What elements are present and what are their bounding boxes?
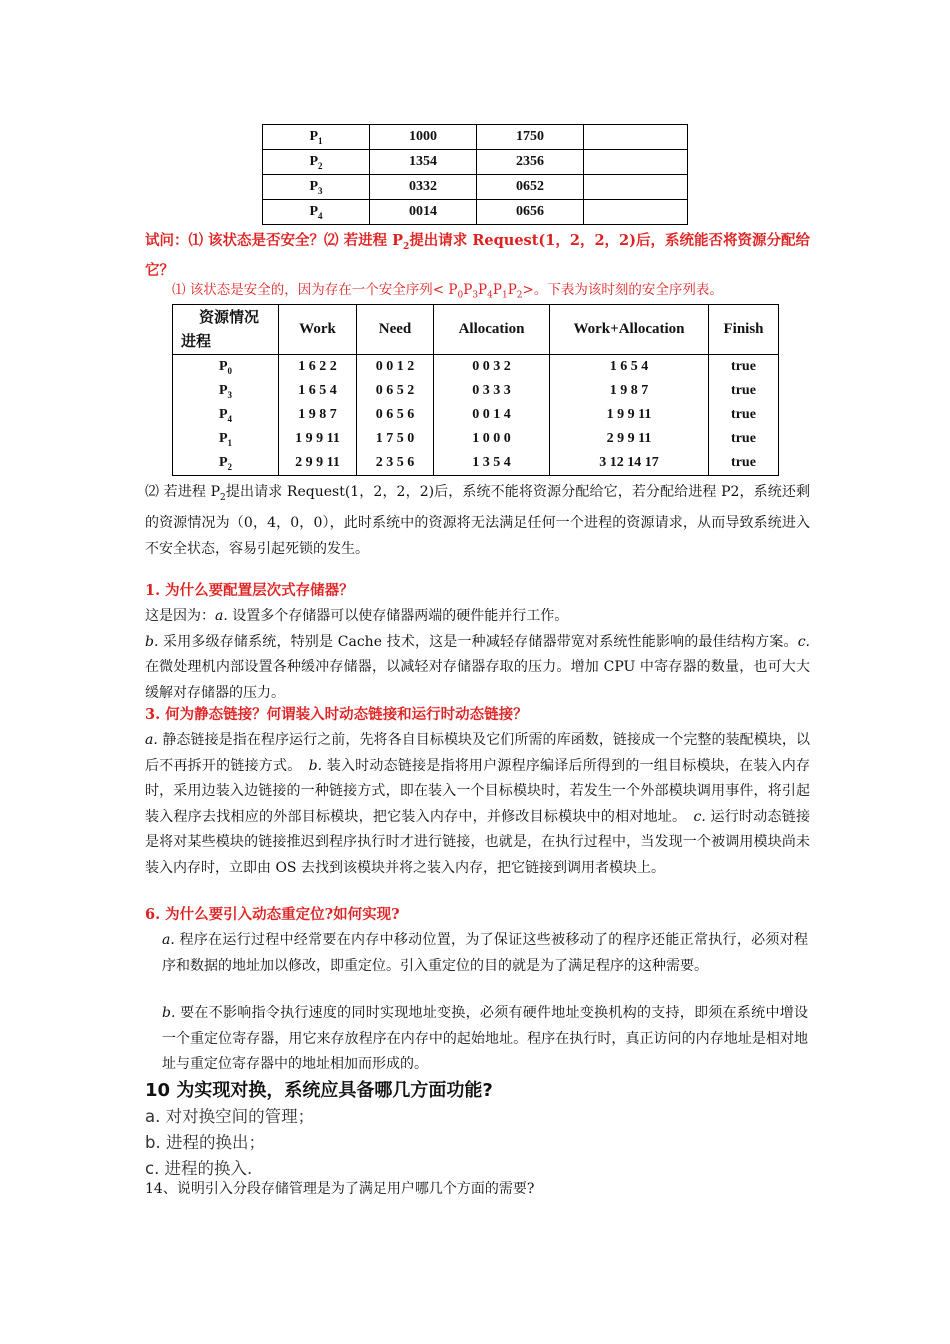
- empty-cell: [584, 125, 688, 150]
- work-allocation-cell: 2 9 9 11: [550, 427, 709, 451]
- max-cell: 0652: [477, 175, 584, 200]
- work-allocation-cell: 1 6 5 4: [550, 355, 709, 380]
- table-row: [173, 451, 779, 476]
- table-row: [263, 175, 688, 200]
- q14-text: 14、说明引入分段存储管理是为了满足用户哪几个方面的需要?: [145, 1181, 535, 1197]
- q10-item-c: c. 进程的换入.: [145, 1159, 253, 1178]
- table-row: [263, 150, 688, 175]
- corner-cell: [173, 305, 279, 355]
- answer-2: ⑵ 若进程 $P_2$提出请求 Request(1，2，2，2)后，系统不能将资源分配给它，若分配给进程 P2，系统还剩的资源情况为（0，4，0，0），此时系统中的资源将无法满足任何一个进程的资源请求，从而导致系统进入不安全状态，容易引起死锁的发生。: [145, 484, 810, 557]
- work-cell: 1 6 2 2: [279, 355, 357, 380]
- process-cell: $P_2$: [263, 150, 370, 175]
- table-row: [263, 200, 688, 225]
- corner-bottom: 进程: [181, 333, 212, 350]
- allocation-cell: 0014: [370, 200, 477, 225]
- max-cell: 1750: [477, 125, 584, 150]
- question-text: 试问：⑴ 该状态是否安全？⑵ 若进程 $P_2$提出请求 Request(1，2，2，2)后，系统能否将资源分配给它？: [145, 232, 810, 279]
- process-cell: $P_2$: [173, 451, 279, 476]
- table-header-row: [173, 305, 779, 355]
- finish-cell: true: [709, 451, 779, 476]
- finish-cell: true: [709, 379, 779, 403]
- allocation-cell: 0 3 3 3: [434, 379, 550, 403]
- q10-item-a: a. 对对换空间的管理；: [145, 1107, 315, 1126]
- answer-1: ⑴ 该状态是安全的，因为存在一个安全序列< $P_0P_3P_4P_1P_2>$。下表为该时刻的安全序列表。: [172, 282, 723, 301]
- allocation-cell: 0 0 3 2: [434, 355, 550, 380]
- max-cell: 0656: [477, 200, 584, 225]
- table-row: [173, 379, 779, 403]
- q1-body: 这是因为：a. 设置多个存储器可以使存储器两端的硬件能并行工作。 b. 采用多级存储系统，特别是 Cache 技术，这是一种减轻存储器带宽对系统性能影响的最佳结构方案。c. 在微处理机内部设置各种缓冲存储器，以减轻对存储器存取的压力。增加 CPU 中寄存器的数量，也可大大缓解对存储器的压力。: [145, 608, 810, 701]
- work-allocation-cell: 1 9 9 11: [550, 403, 709, 427]
- work-cell: 1 6 5 4: [279, 379, 357, 403]
- empty-cell: [584, 175, 688, 200]
- process-cell: $P_4$: [173, 403, 279, 427]
- process-cell: $P_3$: [263, 175, 370, 200]
- table-row: [263, 125, 688, 150]
- process-cell: $P_1$: [173, 427, 279, 451]
- need-cell: 1 7 5 0: [357, 427, 434, 451]
- need-cell: 0 6 5 6: [357, 403, 434, 427]
- q10-title: 10 为实现对换，系统应具备哪几方面功能?: [145, 1080, 493, 1101]
- header-finish: Finish: [709, 305, 779, 355]
- work-cell: 2 9 9 11: [279, 451, 357, 476]
- corner-top: 资源情况: [199, 309, 260, 326]
- process-cell: $P_0$: [173, 355, 279, 380]
- header-work: Work: [279, 305, 357, 355]
- table-row: [173, 355, 779, 380]
- allocation-cell: 0 0 1 4: [434, 403, 550, 427]
- finish-cell: true: [709, 427, 779, 451]
- table-row: [173, 427, 779, 451]
- need-cell: 0 0 1 2: [357, 355, 434, 380]
- process-cell: $P_1$: [263, 125, 370, 150]
- allocation-cell: 1 3 5 4: [434, 451, 550, 476]
- process-cell: $P_3$: [173, 379, 279, 403]
- header-allocation: Allocation: [434, 305, 550, 355]
- allocation-cell: 1 0 0 0: [434, 427, 550, 451]
- header-need: Need: [357, 305, 434, 355]
- work-allocation-cell: 1 9 8 7: [550, 379, 709, 403]
- table-row: [173, 403, 779, 427]
- q1-title: 1. 为什么要配置层次式存储器？: [145, 582, 354, 599]
- empty-cell: [584, 150, 688, 175]
- q3-body: a. 静态链接是指在程序运行之前，先将各自目标模块及它们所需的库函数，链接成一个完整的装配模块，以后不再拆开的链接方式。 b. 装入时动态链接是指将用户源程序编译后所得到的一组目标模块，在装入内存时，采用边装入边链接的一种链接方式，即在装入一个目标模块时，若发生一个外部模块调用事件，将引起装入程序去找相应的外部目标模块，把它装入内存中，并修改目标模块中的相对地址。 c. 运行时动态链接是将对某些模块的链接推迟到程序执行时才进行链接，也就是，在执行过程中，当发现一个被调用模块尚未装入内存时，立即由 OS 去找到该模块并将之装入内存，把它链接到调用者模块上。: [145, 732, 811, 876]
- q3-title: 3. 何为静态链接？何谓装入时动态链接和运行时动态链接？: [145, 706, 528, 723]
- empty-cell: [584, 200, 688, 225]
- need-cell: 0 6 5 2: [357, 379, 434, 403]
- work-cell: 1 9 8 7: [279, 403, 357, 427]
- need-cell: 2 3 5 6: [357, 451, 434, 476]
- process-cell: $P_4$: [263, 200, 370, 225]
- allocation-cell: 1354: [370, 150, 477, 175]
- q10-item-b: b. 进程的换出；: [145, 1133, 265, 1152]
- work-cell: 1 9 9 11: [279, 427, 357, 451]
- q6-title: 6. 为什么要引入动态重定位?如何实现?: [145, 906, 400, 923]
- finish-cell: true: [709, 403, 779, 427]
- work-allocation-cell: 3 12 14 17: [550, 451, 709, 476]
- q6-body-a: a. 程序在运行过程中经常要在内存中移动位置，为了保证这些被移动了的程序还能正常执行，必须对程序和数据的地址加以修改，即重定位。引入重定位的目的就是为了满足程序的这种需要。: [162, 932, 808, 974]
- allocation-cell: 0332: [370, 175, 477, 200]
- header-work-allocation: Work+Allocation: [550, 305, 709, 355]
- finish-cell: true: [709, 355, 779, 380]
- q6-body-b: b. 要在不影响指令执行速度的同时实现地址变换，必须有硬件地址变换机构的支持，即须在系统中增设一个重定位寄存器，用它来存放程序在内存中的起始地址。程序在执行时，真正访问的内存地址是相对地址与重定位寄存器中的地址相加而形成的。: [162, 1005, 808, 1072]
- safe-sequence-table: [172, 304, 779, 476]
- resource-table-top: [262, 124, 688, 225]
- allocation-cell: 1000: [370, 125, 477, 150]
- max-cell: 2356: [477, 150, 584, 175]
